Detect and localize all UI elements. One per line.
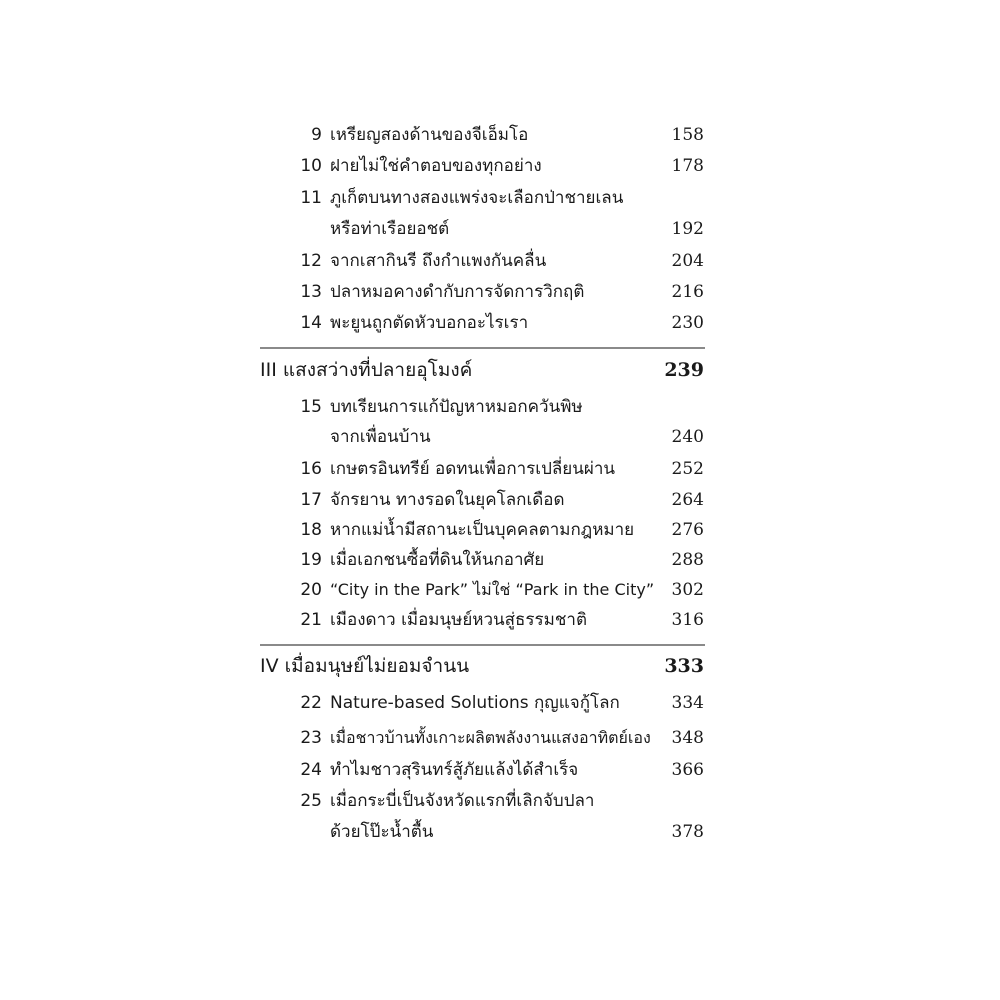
toc-entry-continuation — [0, 422, 1000, 452]
toc-entry — [0, 545, 1000, 575]
chapter-number: 22 — [300, 693, 322, 713]
chapter-title: ปลาหมอคางดำกับการจัดการวิกฤติ — [330, 282, 585, 302]
page-number: 192 — [671, 219, 704, 239]
toc-entry — [0, 277, 1000, 307]
chapter-title: “City in the Park” ไม่ใช่ “Park in the City” — [330, 580, 655, 599]
chapter-number: 12 — [300, 251, 322, 271]
toc-entry — [0, 392, 1000, 422]
section-divider — [260, 644, 705, 646]
page-number: 378 — [671, 822, 704, 842]
chapter-title-line-2: ด้วยโป๊ะน้ำตื้น — [330, 822, 434, 842]
toc-entry — [0, 120, 1000, 150]
page-number: 158 — [671, 125, 704, 145]
page-number: 252 — [671, 459, 704, 479]
chapter-title: ทำไมชาวสุรินทร์สู้ภัยแล้งได้สำเร็จ — [330, 760, 579, 780]
toc-entry — [0, 246, 1000, 276]
chapter-title: จากเสากินรี ถึงกำแพงกันคลื่น — [330, 251, 547, 271]
chapter-title: Nature-based Solutions กุญแจกู้โลก — [330, 693, 620, 713]
part-page-number: 333 — [664, 655, 704, 677]
part-page-number: 239 — [664, 359, 704, 381]
chapter-title-line-1: เมื่อกระบี่เป็นจังหวัดแรกที่เลิกจับปลา — [330, 791, 595, 811]
chapter-number: 10 — [300, 156, 322, 176]
chapter-title-line-1: บทเรียนการแก้ปัญหาหมอกควันพิษ — [330, 397, 583, 417]
chapter-number: 19 — [300, 550, 322, 570]
part-title: III แสงสว่างที่ปลายอุโมงค์ — [260, 359, 473, 381]
toc-entry — [0, 688, 1000, 718]
toc-entry-continuation — [0, 214, 1000, 244]
chapter-number: 13 — [300, 282, 322, 302]
chapter-title: พะยูนถูกตัดหัวบอกอะไรเรา — [330, 313, 529, 333]
toc-entry — [0, 755, 1000, 785]
toc-entry-continuation — [0, 817, 1000, 847]
toc-entry — [0, 605, 1000, 635]
chapter-number: 9 — [311, 125, 322, 145]
page-number: 366 — [671, 760, 704, 780]
chapter-title: เหรียญสองด้านของจีเอ็มโอ — [330, 125, 529, 145]
chapter-title-line-2: จากเพื่อนบ้าน — [330, 427, 431, 447]
page-number: 316 — [671, 610, 704, 630]
toc-entry — [0, 515, 1000, 545]
chapter-number: 11 — [300, 188, 322, 208]
chapter-title: เมืองดาว เมื่อมนุษย์หวนสู่ธรรมชาติ — [330, 610, 588, 630]
toc-entry — [0, 575, 1000, 605]
page-number: 240 — [671, 427, 704, 447]
part-title: IV เมื่อมนุษย์ไม่ยอมจำนน — [260, 655, 470, 677]
toc-entry — [0, 183, 1000, 213]
chapter-title-line-2: หรือท่าเรือยอชต์ — [330, 219, 450, 239]
page-number: 204 — [671, 251, 704, 271]
toc-entry — [0, 151, 1000, 181]
page-number: 264 — [671, 490, 704, 510]
page-number: 348 — [671, 728, 704, 748]
chapter-title: ฝายไม่ใช่คำตอบของทุกอย่าง — [330, 156, 542, 176]
part-heading — [0, 353, 1000, 387]
page-number: 230 — [671, 313, 704, 333]
chapter-number: 23 — [300, 728, 322, 748]
page-number: 288 — [671, 550, 704, 570]
chapter-title-line-1: ภูเก็ตบนทางสองแพร่งจะเลือกป่าชายเลน — [330, 188, 624, 208]
chapter-number: 16 — [300, 459, 322, 479]
page-number: 334 — [671, 693, 704, 713]
part-heading — [0, 649, 1000, 683]
chapter-title: หากแม่น้ำมีสถานะเป็นบุคคลตามกฎหมาย — [330, 520, 635, 540]
chapter-number: 24 — [300, 760, 322, 780]
page-number: 302 — [671, 580, 704, 600]
chapter-title: จักรยาน ทางรอดในยุคโลกเดือด — [330, 490, 565, 510]
page-number: 178 — [671, 156, 704, 176]
toc-entry — [0, 308, 1000, 338]
chapter-number: 17 — [300, 490, 322, 510]
chapter-title: เมื่อชาวบ้านทั้งเกาะผลิตพลังงานแสงอาทิตย์เอง — [330, 728, 651, 747]
chapter-number: 21 — [300, 610, 322, 630]
chapter-number: 14 — [300, 313, 322, 333]
chapter-title: เมื่อเอกชนซื้อที่ดินให้นกอาศัย — [330, 550, 545, 570]
chapter-title: เกษตรอินทรีย์ อดทนเพื่อการเปลี่ยนผ่าน — [330, 459, 616, 479]
chapter-number: 25 — [300, 791, 322, 811]
toc-entry — [0, 454, 1000, 484]
page-number: 216 — [671, 282, 704, 302]
chapter-number: 15 — [300, 397, 322, 417]
chapter-number: 18 — [300, 520, 322, 540]
toc-entry — [0, 485, 1000, 515]
toc-entry — [0, 723, 1000, 753]
toc-entry — [0, 786, 1000, 816]
section-divider — [260, 347, 705, 349]
chapter-number: 20 — [300, 580, 322, 600]
page-number: 276 — [671, 520, 704, 540]
